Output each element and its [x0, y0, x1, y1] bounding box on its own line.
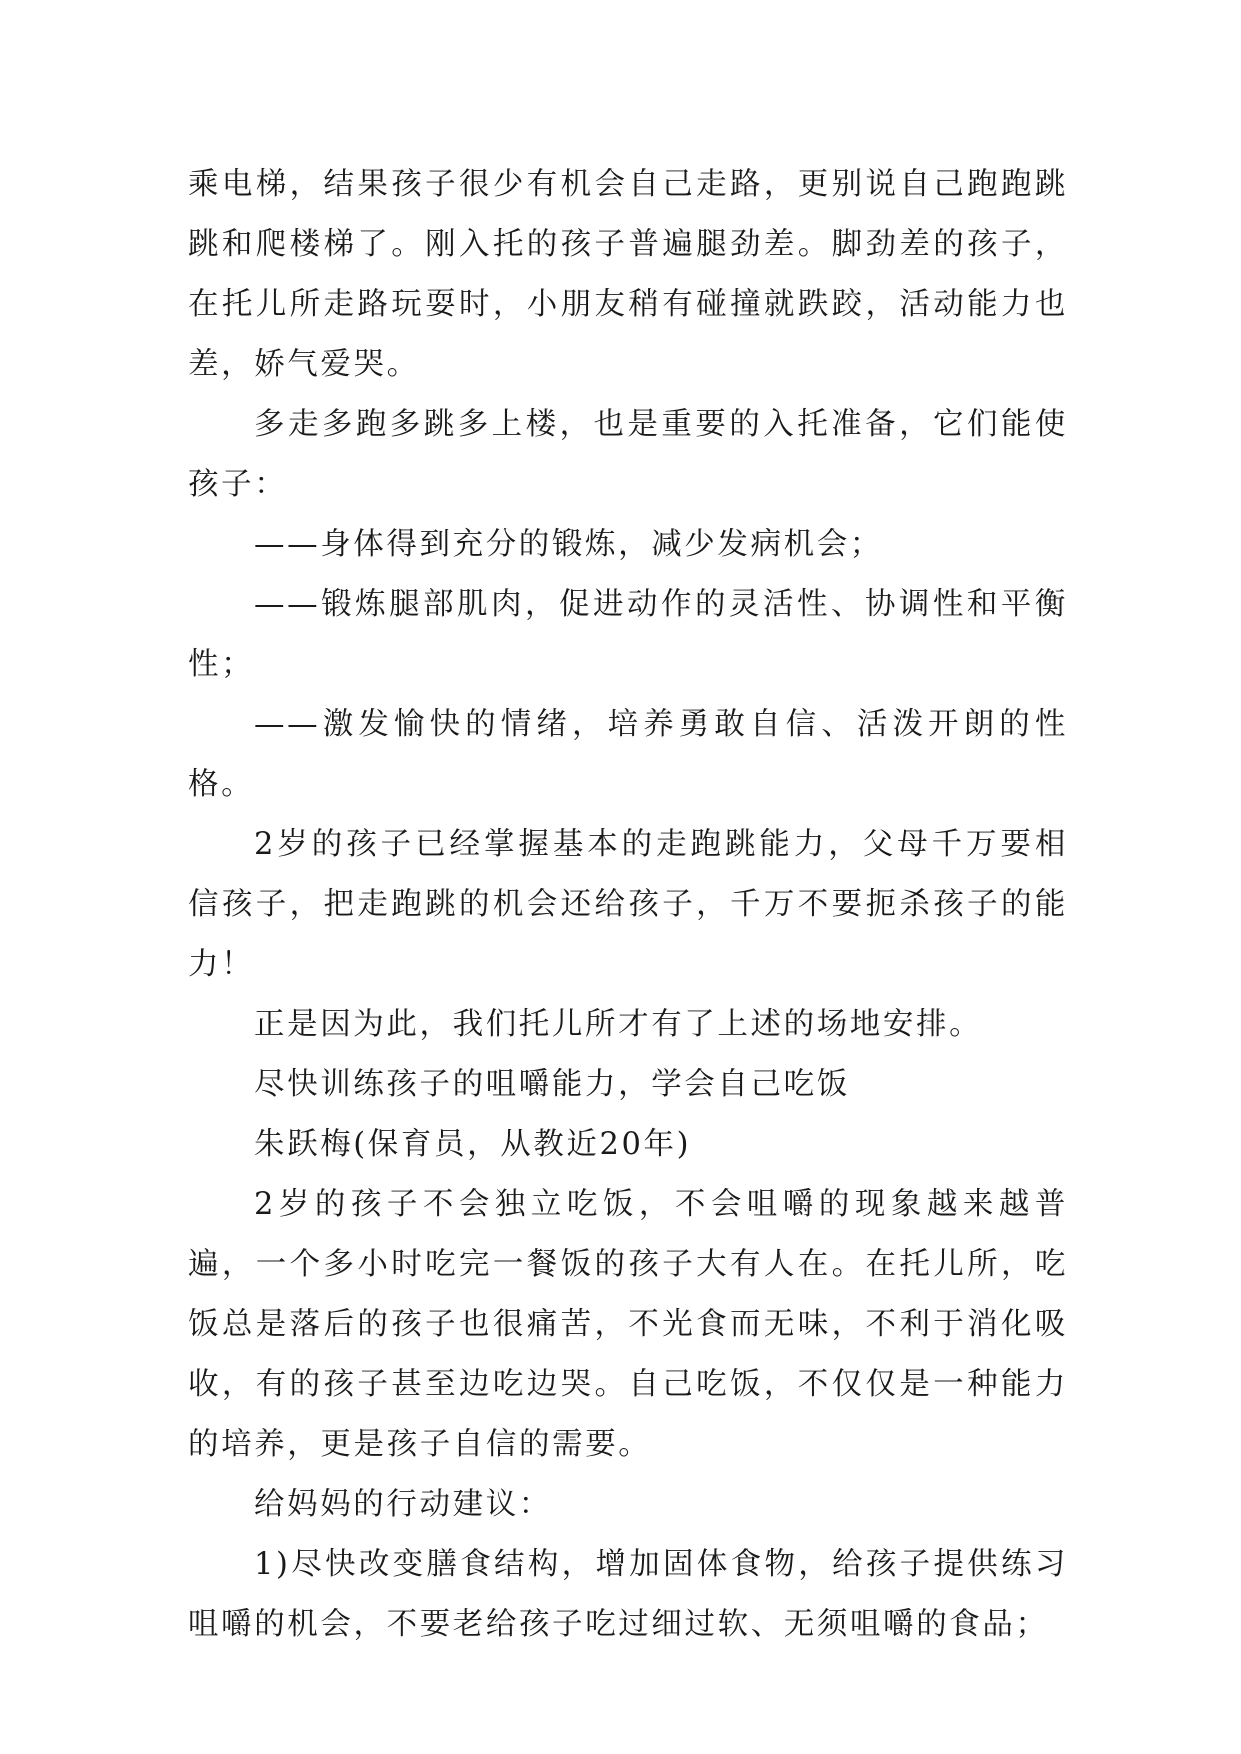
paragraph: 2岁的孩子已经掌握基本的走跑跳能力，父母千万要相信孩子，把走跑跳的机会还给孩子，千万不要扼杀孩子的能力！	[188, 827, 1068, 982]
paragraph: 乘电梯，结果孩子很少有机会自己走路，更别说自己跑跑跳跳和爬楼梯了。刚入托的孩子普遍腿劲差。脚劲差的孩子，在托儿所走路玩耍时，小朋友稍有碰撞就跌跤，活动能力也差，娇气爱哭。	[188, 167, 1068, 382]
list-item: ——锻炼腿部肌肉，促进动作的灵活性、协调性和平衡性；	[188, 587, 1068, 682]
author-line: 朱跃梅(保育员，从教近20年)	[254, 1127, 692, 1162]
paragraph: 多走多跑多跳多上楼，也是重要的入托准备，它们能使孩子：	[188, 407, 1068, 502]
paragraph: 2岁的孩子不会独立吃饭，不会咀嚼的现象越来越普遍，一个多小时吃完一餐饭的孩子大有人在。在托儿所，吃饭总是落后的孩子也很痛苦，不光食而无味，不利于消化吸收，有的孩子甚至边吃边哭。自己吃饭，不仅仅是一种能力的培养，更是孩子自信的需要。	[188, 1187, 1068, 1462]
list-item: ——激发愉快的情绪，培养勇敢自信、活泼开朗的性格。	[188, 707, 1068, 802]
document-body	[188, 155, 1068, 1655]
list-item: 1)尽快改变膳食结构，增加固体食物，给孩子提供练习咀嚼的机会，不要老给孩子吃过细过软、无须咀嚼的食品；	[188, 1547, 1068, 1642]
section-heading: 尽快训练孩子的咀嚼能力，学会自己吃饭	[254, 1067, 850, 1102]
paragraph: 正是因为此，我们托儿所才有了上述的场地安排。	[254, 1007, 983, 1042]
list-item: ——身体得到充分的锻炼，减少发病机会；	[254, 527, 883, 562]
paragraph: 给妈妈的行动建议：	[254, 1487, 552, 1522]
